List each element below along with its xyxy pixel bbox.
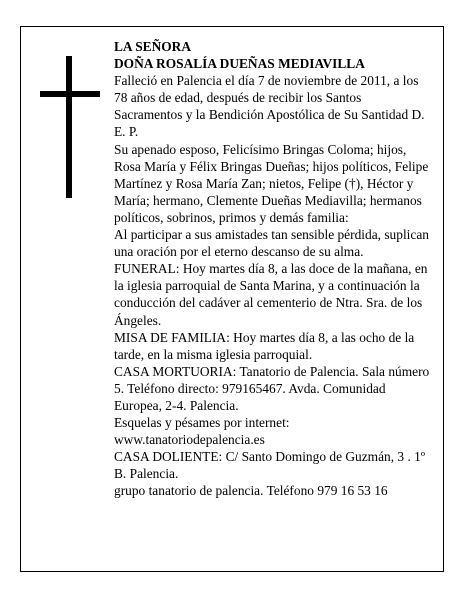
condolences-paragraph: Esquelas y pésames por internet: www.tanatoriodepalencia.es — [114, 415, 290, 448]
mass-paragraph: MISA DE FAMILIA: Hoy martes día 8, a las ocho de la tarde, en la misma iglesia parroquial. — [114, 329, 415, 362]
deceased-name: DOÑA ROSALÍA DUEÑAS MEDIAVILLA — [114, 56, 365, 72]
death-paragraph: Falleció en Palencia el día 7 de noviembre de 2011, a los 78 años de edad, después de recibir los Santos Sacramentos y la Bendición Apostólica de Su Santidad D. E. P. — [114, 73, 425, 140]
contact-paragraph: grupo tanatorio de palencia. Teléfono 979 16 53 16 — [114, 483, 388, 499]
family-paragraph: Su apenado esposo, Felicísimo Bringas Coloma; hijos, Rosa María y Félix Bringas Dueñas; hijos políticos, Felipe Martínez y Rosa María Zan; nietos, Felipe (†), Héctor y María; hermano, Clemente Dueñas Mediavilla; hermanos políticos, sobrinos, primos y demás familia: — [114, 141, 429, 225]
obituary-text — [114, 38, 430, 500]
funeral-paragraph: FUNERAL: Hoy martes día 8, a las doce de la mañana, en la iglesia parroquial de Santa Marina, y a continuación la conducción del cadáver al cementerio de Ntra. Sra. de los Ángeles. — [114, 261, 428, 328]
cross-horizontal-bar — [40, 91, 100, 97]
latin-cross-icon — [40, 56, 100, 198]
home-paragraph: CASA DOLIENTE: C/ Santo Domingo de Guzmán, 3 . 1º B. Palencia. — [114, 449, 425, 482]
cross-vertical-bar — [66, 56, 72, 198]
request-paragraph: Al participar a sus amistades tan sensible pérdida, suplican una oración por el eterno descanso de su alma. — [114, 227, 429, 260]
honorific: LA SEÑORA — [114, 39, 192, 54]
mortuary-paragraph: CASA MORTUORIA: Tanatorio de Palencia. Sala número 5. Teléfono directo: 979165467. Avda. Comunidad Europea, 2-4. Palencia. — [114, 363, 430, 413]
